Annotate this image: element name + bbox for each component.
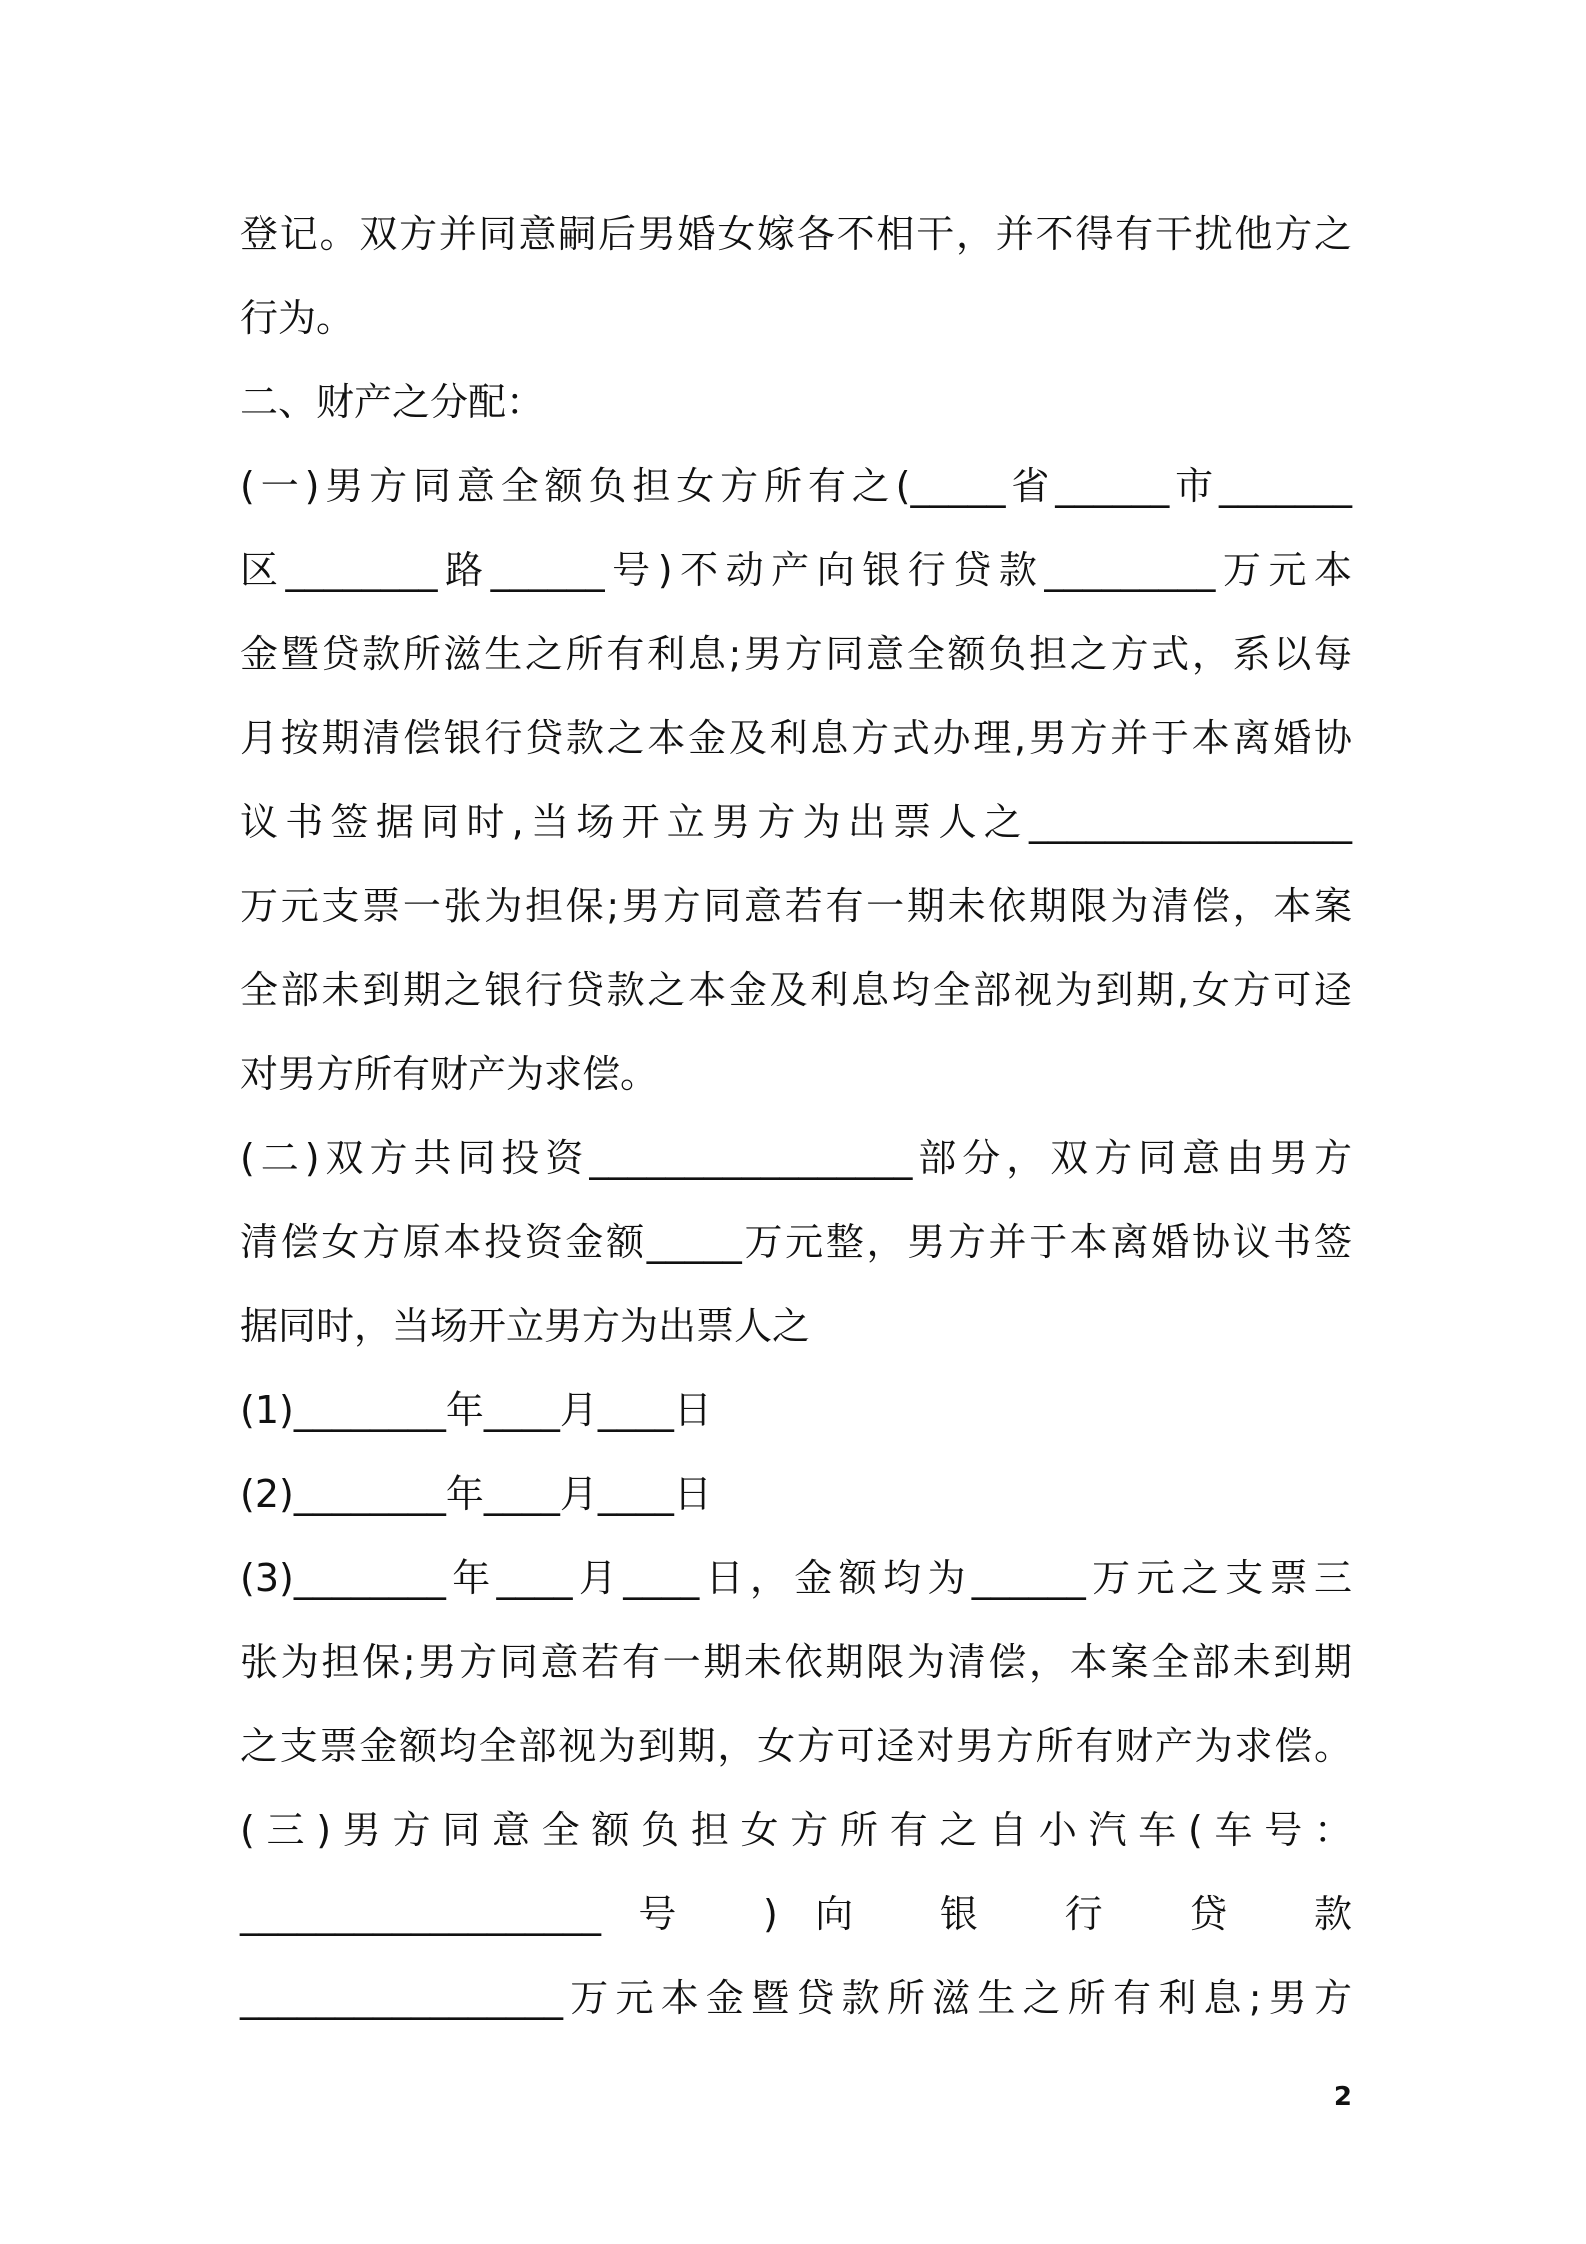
text-line: 行为。: [240, 296, 355, 340]
text-line: (三)男方同意全额负担女方所有之自小汽车(车号：: [240, 1808, 1352, 1852]
text-line: (一)男方同意全额负担女方所有之(_____省______市_______: [240, 464, 1352, 508]
text-line: 登记。双方并同意嗣后男婚女嫁各不相干，并不得有干扰他方之: [240, 212, 1352, 256]
text-line: (3)________年____月____日，金额均为______万元之支票三: [240, 1556, 1352, 1600]
text-line: (二)双方共同投资_________________部分，双方同意由男方: [240, 1136, 1352, 1180]
text-line: 月按期清偿银行贷款之本金及利息方式办理,男方并于本离婚协: [240, 716, 1352, 760]
text-line: 清偿女方原本投资金额_____万元整，男方并于本离婚协议书签: [240, 1220, 1352, 1264]
text-line: 张为担保;男方同意若有一期未依期限为清偿，本案全部未到期: [240, 1640, 1352, 1684]
text-line: 议书签据同时,当场开立男方为出票人之_________________: [240, 800, 1352, 844]
text-line: (2)________年____月____日: [240, 1472, 712, 1516]
text-line: 金暨贷款所滋生之所有利息;男方同意全额负担之方式，系以每: [240, 632, 1352, 676]
text-line: (1)________年____月____日: [240, 1388, 712, 1432]
text-line: 之支票金额均全部视为到期，女方可迳对男方所有财产为求偿。: [240, 1724, 1352, 1768]
document-body: [240, 192, 1352, 2040]
text-line: 对男方所有财产为求偿。: [240, 1052, 659, 1096]
text-line: _________________万元本金暨贷款所滋生之所有利息;男方: [240, 1976, 1352, 2020]
text-line: ___________________号 )向 银 行 贷 款: [240, 1892, 1352, 1936]
text-line: 万元支票一张为担保;男方同意若有一期未依期限为清偿，本案: [240, 884, 1352, 928]
text-line: 区________路______号)不动产向银行贷款_________万元本: [240, 548, 1352, 592]
section-heading: 二、财产之分配：: [240, 380, 545, 424]
page-number: 2: [1333, 2082, 1352, 2112]
text-line: 全部未到期之银行贷款之本金及利息均全部视为到期,女方可迳: [240, 968, 1352, 1012]
text-line: 据同时，当场开立男方为出票人之: [240, 1304, 811, 1348]
